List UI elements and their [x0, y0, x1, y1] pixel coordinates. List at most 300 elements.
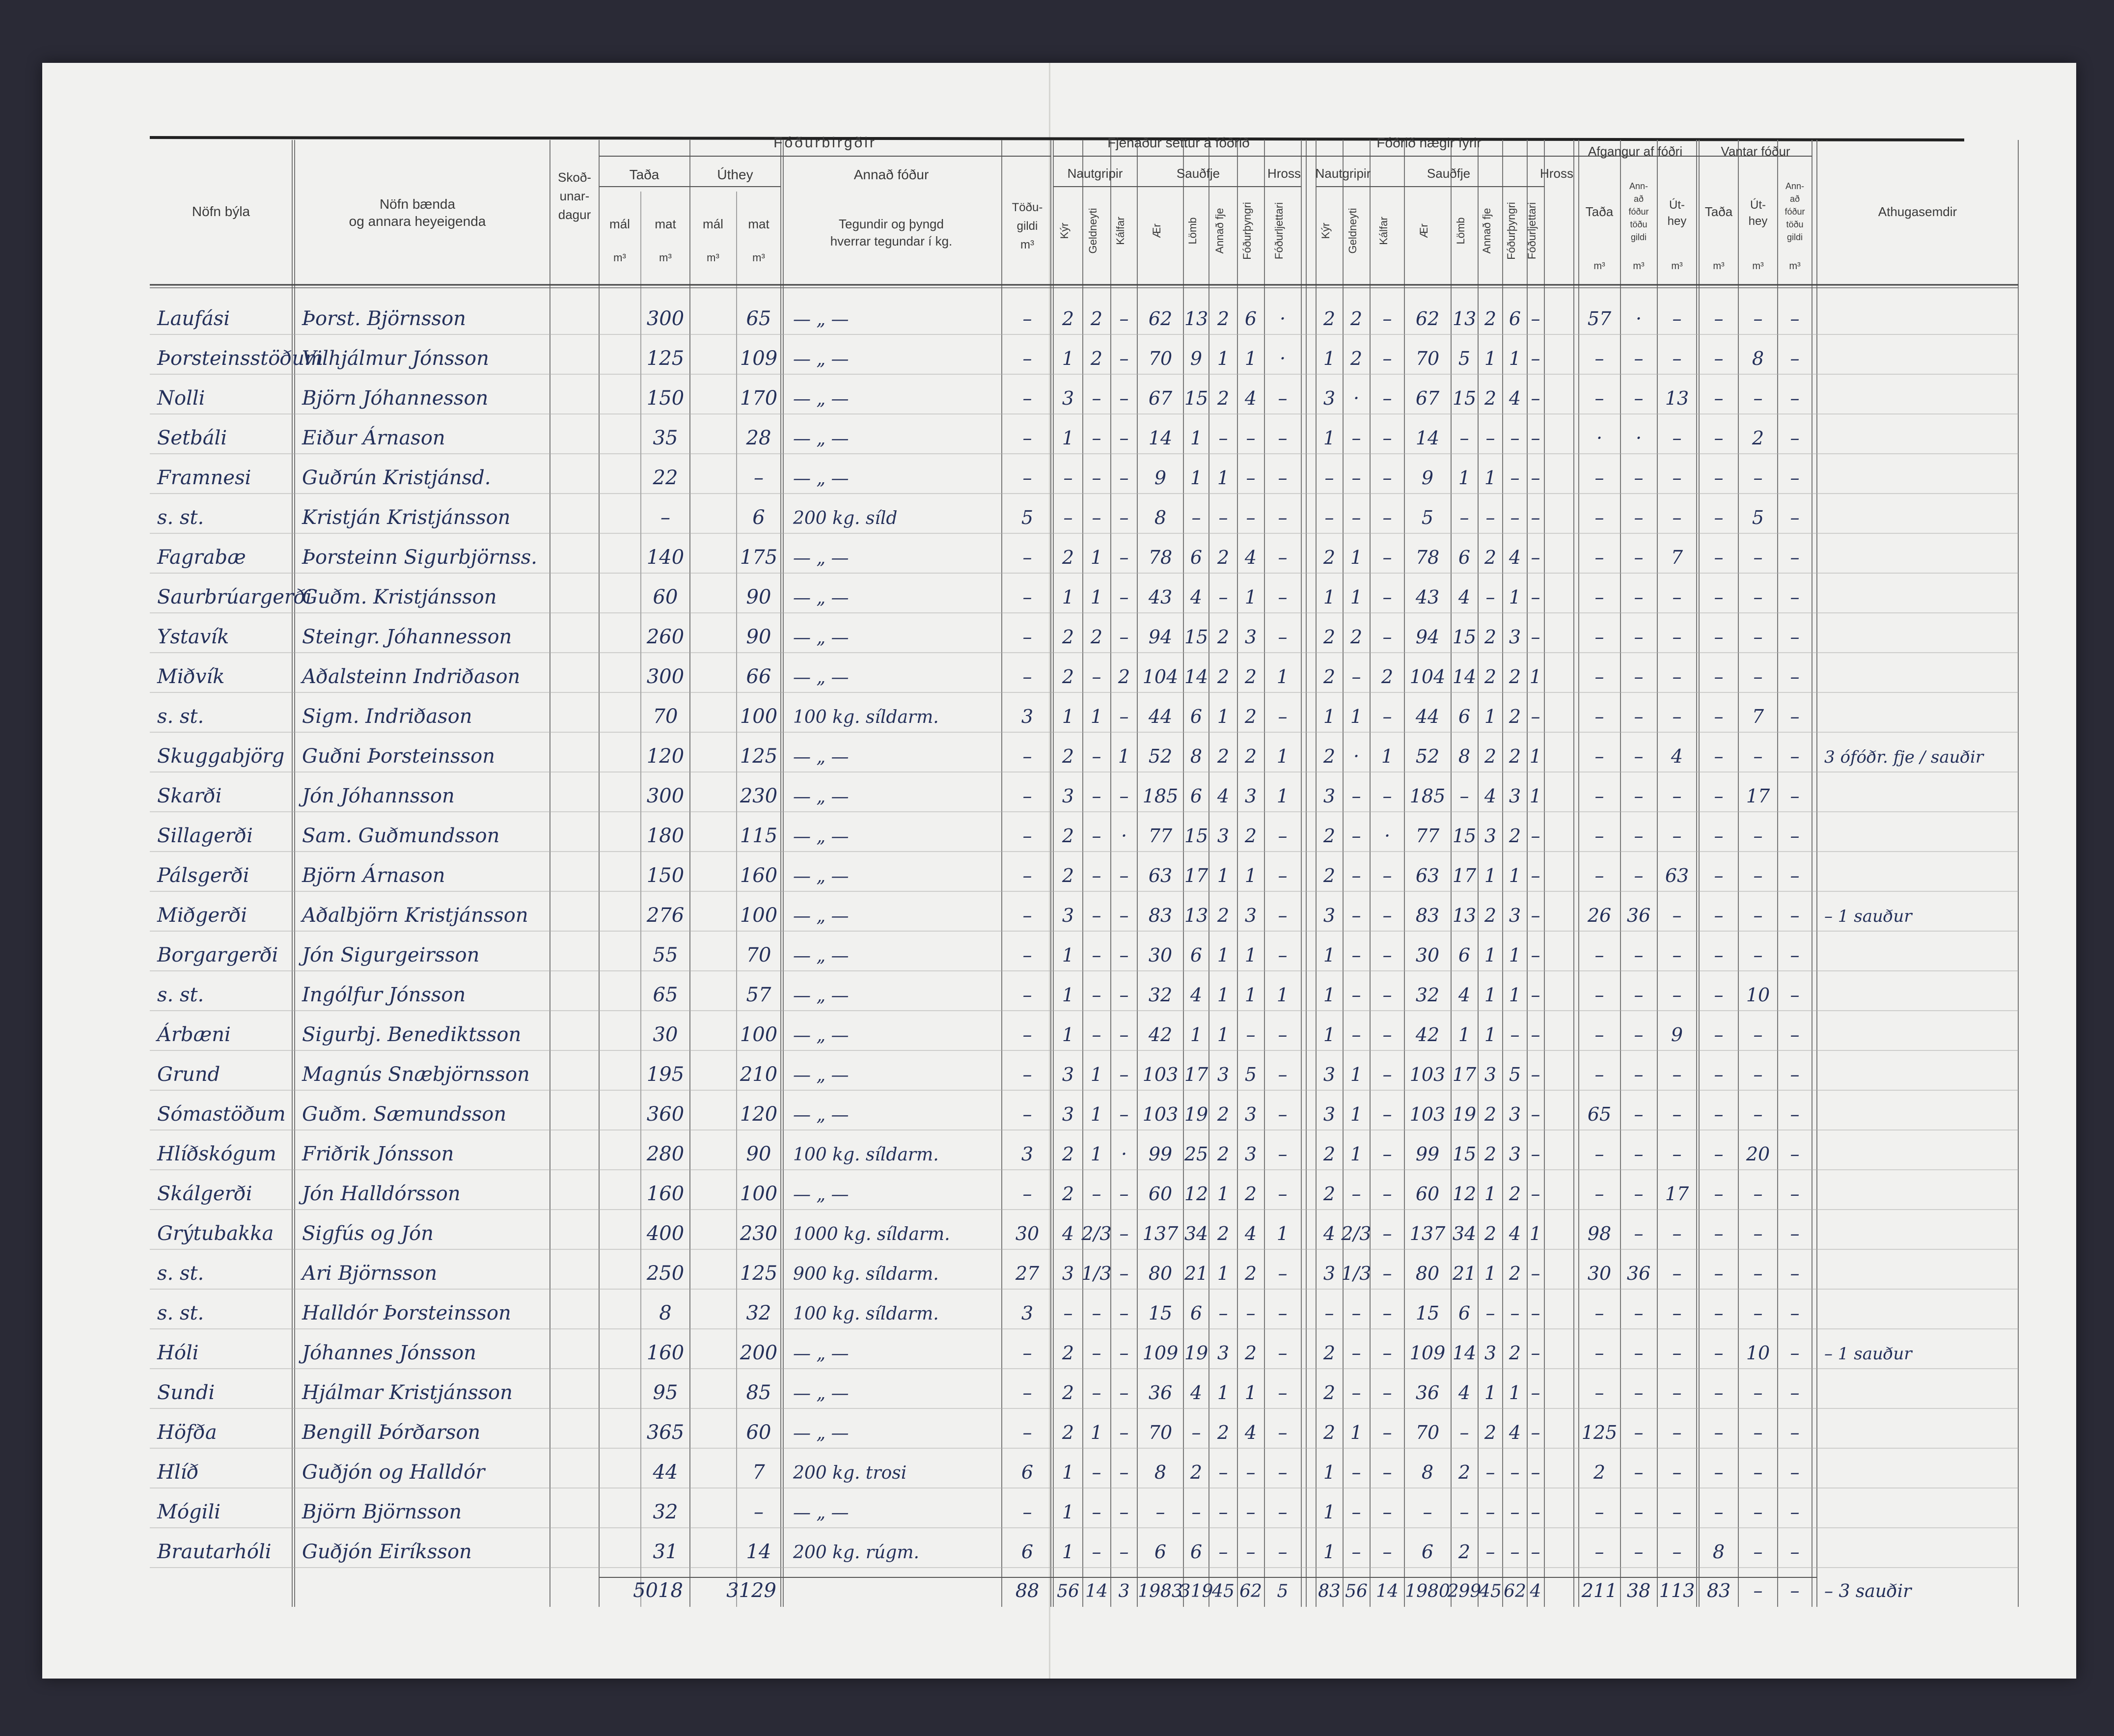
row-naegir-4: 14 [1452, 1342, 1477, 1364]
row-set-0: 2 [1062, 1183, 1074, 1205]
row-set-1: – [1092, 905, 1101, 926]
row-set-0: 1 [1062, 348, 1074, 369]
row-set-4: 34 [1184, 1223, 1208, 1244]
row-set-1: 1 [1090, 706, 1103, 727]
row-afg-2: – [1672, 1302, 1682, 1324]
row-todugildi: – [1022, 1422, 1032, 1443]
header-tada-mal-unit: m³ [613, 251, 626, 264]
row-set-5: 2 [1217, 905, 1230, 926]
row-tada: 8 [659, 1302, 672, 1324]
header-annad-desc: hverrar tegundar í kg. [830, 234, 953, 248]
row-set-3: 94 [1148, 626, 1173, 648]
row-naegir-3: 94 [1415, 626, 1440, 648]
row-set-0: 2 [1062, 1342, 1074, 1364]
row-naegir-2: 1 [1381, 745, 1394, 767]
row-set-4: 6 [1190, 547, 1203, 568]
row-annad: 900 kg. síldarm. [793, 1264, 939, 1284]
row-owner: Sigfús og Jón [302, 1222, 434, 1245]
row-afg-1: – [1634, 1461, 1644, 1483]
row-owner: Steingr. Jóhannesson [302, 626, 512, 648]
row-afg-0: – [1594, 944, 1604, 966]
row-vant-2: – [1790, 507, 1800, 528]
row-set-0: 2 [1062, 666, 1074, 688]
row-set-4: 14 [1184, 666, 1208, 688]
row-vant-2: – [1790, 586, 1800, 608]
row-vant-1: 20 [1746, 1143, 1770, 1165]
row-naegir-0: 1 [1323, 1541, 1336, 1563]
row-afg-1: – [1634, 666, 1644, 688]
row-uthey: 100 [740, 1183, 778, 1205]
row-naegir-1: – [1351, 467, 1361, 489]
row-farm: Hlíð [157, 1461, 199, 1484]
row-vant-0: – [1714, 825, 1724, 847]
row-set-0: 3 [1062, 387, 1074, 409]
row-set-5: 2 [1217, 1422, 1230, 1443]
row-naegir-1: 1 [1350, 706, 1363, 727]
row-naegir-1: – [1351, 865, 1361, 886]
row-set-6: 4 [1244, 547, 1257, 568]
row-set-4: 19 [1184, 1103, 1208, 1125]
row-set-0: 2 [1062, 825, 1074, 847]
row-naegir-2: – [1382, 984, 1392, 1006]
row-naegir-3: 185 [1409, 785, 1446, 807]
row-naegir-5: – [1485, 1461, 1495, 1483]
row-set-6: 6 [1244, 308, 1257, 330]
row-naegir-3: 103 [1409, 1103, 1446, 1125]
row-set-0: 2 [1062, 745, 1074, 767]
row-set-2: – [1119, 547, 1129, 568]
row-naegir-0: 1 [1323, 706, 1336, 727]
row-set-4: – [1191, 507, 1201, 528]
row-set-1: – [1092, 1461, 1101, 1483]
row-owner: Björn Árnason [302, 864, 445, 887]
total-vant-0: 83 [1706, 1580, 1731, 1601]
row-naegir-2: – [1382, 1024, 1392, 1046]
row-tada: 95 [653, 1381, 678, 1404]
row-naegir-6: 2 [1509, 706, 1521, 727]
row-set-7: – [1278, 387, 1288, 409]
row-vant-1: – [1753, 1541, 1763, 1563]
row-farm: Saurbrúargerði [157, 586, 312, 608]
row-annad: — „ — [793, 628, 849, 648]
row-vant-0: – [1714, 984, 1724, 1006]
row-todugildi: – [1022, 308, 1032, 330]
row-set-4: 1 [1190, 467, 1203, 489]
row-naegir-5: 3 [1484, 1342, 1497, 1364]
header-set-6: Fóðurþyngri [1241, 202, 1253, 260]
row-naegir-4: 1 [1458, 467, 1471, 489]
row-naegir-0: 2 [1323, 1422, 1336, 1443]
row-set-1: – [1092, 825, 1101, 847]
row-todugildi: 3 [1021, 1302, 1034, 1324]
row-todugildi: – [1022, 666, 1032, 688]
total-set-7: 5 [1277, 1581, 1289, 1601]
row-naegir-2: – [1382, 626, 1392, 648]
row-vant-0: – [1714, 706, 1724, 727]
row-set-1: – [1092, 865, 1101, 886]
row-set-5: 2 [1217, 626, 1230, 648]
row-vant-0: – [1714, 1302, 1724, 1324]
row-naegir-7: – [1531, 308, 1540, 330]
row-naegir-4: 6 [1458, 547, 1471, 568]
row-uthey: 175 [740, 546, 778, 569]
row-uthey: – [754, 1501, 764, 1523]
row-set-0: 2 [1062, 626, 1074, 648]
row-set-7: 1 [1276, 666, 1289, 688]
row-naegir-4: 5 [1458, 348, 1471, 369]
total-naegir-5: 45 [1479, 1581, 1502, 1601]
row-todugildi: – [1022, 825, 1032, 847]
row-annad: — „ — [793, 389, 849, 409]
row-naegir-6: 2 [1509, 745, 1521, 767]
row-set-4: 21 [1184, 1263, 1208, 1284]
row-set-5: 1 [1217, 706, 1230, 727]
row-set-7: – [1278, 1103, 1288, 1125]
row-set-1: 2/3 [1081, 1223, 1112, 1244]
row-set-1: – [1092, 984, 1101, 1006]
row-naegir-1: 2 [1350, 348, 1363, 369]
row-set-2: · [1121, 1143, 1127, 1165]
row-vant-1: – [1753, 1223, 1763, 1244]
row-afg-1: – [1634, 1103, 1644, 1125]
row-naegir-1: 1 [1350, 586, 1363, 608]
row-naegir-7: – [1531, 1302, 1540, 1324]
row-set-3: 104 [1142, 666, 1179, 688]
row-afg-2: – [1672, 1143, 1682, 1165]
row-naegir-1: 1/3 [1341, 1263, 1372, 1284]
row-afg-2: – [1672, 427, 1682, 449]
row-naegir-0: 2 [1323, 825, 1336, 847]
row-vant-1: – [1753, 865, 1763, 886]
row-afg-2: – [1672, 507, 1682, 528]
row-set-3: 103 [1142, 1103, 1179, 1125]
header-naegir-6: Fóðurþyngri [1505, 202, 1517, 260]
row-naegir-6: 1 [1509, 984, 1521, 1006]
row-farm: Skarði [157, 785, 222, 807]
row-set-2: – [1119, 1422, 1129, 1443]
row-afg-2: – [1672, 1422, 1682, 1443]
row-naegir-0: – [1324, 467, 1334, 489]
row-naegir-6: – [1510, 1541, 1520, 1563]
row-set-7: – [1278, 905, 1288, 926]
row-vant-2: – [1790, 387, 1800, 409]
row-naegir-6: 5 [1509, 1064, 1521, 1085]
row-afg-0: – [1594, 1382, 1604, 1404]
row-set-0: 2 [1062, 865, 1074, 886]
total-naegir-4: 299 [1447, 1581, 1482, 1601]
row-uthey: 100 [740, 1023, 778, 1046]
row-naegir-4: 15 [1452, 626, 1477, 648]
row-owner: Guðm. Sæmundsson [302, 1103, 507, 1126]
row-naegir-4: 4 [1458, 984, 1471, 1006]
row-annad: 1000 kg. síldarm. [793, 1224, 950, 1244]
row-vant-0: – [1714, 1263, 1724, 1284]
total-afg-0: 211 [1581, 1580, 1618, 1601]
row-annad: — „ — [793, 468, 849, 489]
row-naegir-5: 1 [1484, 984, 1497, 1006]
row-vant-2: – [1790, 308, 1800, 330]
row-owner: Hjálmar Kristjánsson [302, 1381, 513, 1404]
row-naegir-0: 2 [1323, 1143, 1336, 1165]
row-uthey: 200 [740, 1342, 778, 1364]
row-owner: Guðni Þorsteinsson [302, 745, 495, 768]
row-naegir-3: 43 [1415, 586, 1440, 608]
row-naegir-6: 3 [1509, 626, 1521, 648]
row-naegir-1: – [1351, 944, 1361, 966]
row-vant-0: – [1714, 666, 1724, 688]
row-naegir-1: – [1351, 1342, 1361, 1364]
row-afg-2: – [1672, 706, 1682, 727]
row-naegir-0: 2 [1323, 1342, 1336, 1364]
row-naegir-6: – [1510, 427, 1520, 449]
row-naegir-1: · [1353, 387, 1360, 409]
row-naegir-2: 2 [1381, 666, 1394, 688]
header-fodrid-naegir: Fóðrið nægir fyrir [1376, 135, 1482, 150]
row-set-6: 3 [1244, 626, 1257, 648]
row-set-2: – [1119, 1223, 1129, 1244]
row-todugildi: – [1022, 1024, 1032, 1046]
row-uthey: 230 [740, 1222, 778, 1245]
total-vant-1: – [1753, 1580, 1763, 1601]
row-naegir-0: 2 [1323, 745, 1336, 767]
row-set-3: 63 [1148, 865, 1173, 886]
row-afg-1: – [1634, 387, 1644, 409]
row-afg-0: – [1594, 1501, 1604, 1523]
row-set-3: 109 [1142, 1342, 1179, 1364]
row-afg-0: 57 [1587, 308, 1612, 330]
row-tada: – [660, 506, 670, 529]
row-afg-2: – [1672, 348, 1682, 369]
row-afg-2: – [1672, 944, 1682, 966]
row-set-2: – [1119, 1064, 1129, 1085]
row-set-6: – [1246, 467, 1256, 489]
row-set-6: 2 [1244, 666, 1257, 688]
header-vant-tada: Taða [1704, 204, 1733, 219]
row-set-6: 2 [1244, 825, 1257, 847]
row-naegir-3: 6 [1421, 1541, 1434, 1563]
total-todugildi: 88 [1015, 1580, 1040, 1601]
row-farm: Borgargerði [157, 944, 278, 966]
row-afg-1: – [1634, 1223, 1644, 1244]
row-todugildi: – [1022, 586, 1032, 608]
row-set-0: 3 [1062, 1263, 1074, 1284]
row-naegir-3: 8 [1421, 1461, 1434, 1483]
row-naegir-2: – [1382, 1461, 1392, 1483]
row-set-4: 15 [1184, 387, 1208, 409]
row-naegir-0: 2 [1323, 865, 1336, 886]
row-vant-0: – [1714, 547, 1724, 568]
row-vant-0: – [1714, 745, 1724, 767]
row-set-7: – [1278, 865, 1288, 886]
row-farm: Miðvík [157, 665, 225, 688]
row-naegir-5: 2 [1484, 905, 1497, 926]
row-naegir-2: – [1382, 865, 1392, 886]
row-naegir-4: 15 [1452, 387, 1477, 409]
row-vant-1: – [1753, 1501, 1763, 1523]
row-naegir-1: – [1351, 666, 1361, 688]
row-naegir-0: 2 [1323, 308, 1336, 330]
row-afg-1: – [1634, 1422, 1644, 1443]
row-naegir-3: 32 [1415, 984, 1440, 1006]
row-tada: 160 [646, 1342, 685, 1364]
total-vant-2: – [1790, 1580, 1800, 1601]
row-set-0: 1 [1062, 1461, 1074, 1483]
row-naegir-7: – [1531, 825, 1540, 847]
row-naegir-2: – [1382, 467, 1392, 489]
header-unit: m³ [1789, 261, 1801, 272]
row-vant-1: – [1753, 586, 1763, 608]
row-vant-1: – [1753, 1382, 1763, 1404]
row-vant-2: – [1790, 666, 1800, 688]
row-naegir-5: 2 [1484, 666, 1497, 688]
row-naegir-1: 1 [1350, 1064, 1363, 1085]
row-set-4: 13 [1184, 308, 1208, 330]
row-farm: Árbæni [157, 1023, 231, 1046]
row-set-3: 52 [1148, 745, 1173, 767]
row-annad: — „ — [793, 1423, 849, 1443]
row-todugildi: – [1022, 865, 1032, 886]
row-owner: Sigm. Indriðason [302, 705, 472, 728]
row-afg-2: – [1672, 1223, 1682, 1244]
row-set-5: 1 [1217, 1263, 1230, 1284]
row-afg-1: – [1634, 745, 1644, 767]
row-afg-1: – [1634, 547, 1644, 568]
row-set-5: 2 [1217, 308, 1230, 330]
row-naegir-1: 1 [1350, 547, 1363, 568]
row-set-3: 14 [1148, 427, 1173, 449]
row-set-4: 19 [1184, 1342, 1208, 1364]
row-todugildi: – [1022, 944, 1032, 966]
row-set-3: 8 [1154, 1461, 1167, 1483]
row-annad: — „ — [793, 1383, 849, 1404]
row-naegir-7: – [1531, 1422, 1540, 1443]
row-set-5: 3 [1217, 825, 1230, 847]
row-todugildi: – [1022, 1064, 1032, 1085]
row-naegir-3: 70 [1415, 348, 1440, 369]
row-owner: Jóhannes Jónsson [302, 1342, 476, 1364]
row-vant-0: – [1714, 387, 1724, 409]
row-set-3: 83 [1148, 905, 1173, 926]
row-owner: Guðjón og Halldór [302, 1461, 485, 1484]
row-afg-0: 26 [1587, 905, 1612, 926]
row-set-0: 1 [1062, 427, 1074, 449]
row-naegir-4: 4 [1458, 586, 1471, 608]
header-vantar: Vantar fóður [1721, 144, 1790, 159]
header-afg-annad: Ann- [1629, 181, 1648, 191]
row-naegir-2: – [1382, 1103, 1392, 1125]
row-afg-0: 2 [1593, 1461, 1606, 1483]
row-uthey: 100 [740, 705, 778, 728]
row-naegir-5: 1 [1484, 348, 1497, 369]
row-afg-2: 17 [1665, 1183, 1689, 1205]
row-owner: Sam. Guðmundsson [302, 825, 500, 847]
row-set-2: – [1119, 865, 1129, 886]
row-vant-2: – [1790, 1223, 1800, 1244]
row-vant-2: – [1790, 1263, 1800, 1284]
row-uthey: 60 [746, 1421, 771, 1444]
header-farm-name: Nöfn býla [192, 204, 250, 219]
row-set-2: – [1119, 1342, 1129, 1364]
row-set-7: 1 [1276, 984, 1289, 1006]
row-naegir-2: – [1382, 507, 1392, 528]
row-set-3: 43 [1148, 586, 1173, 608]
row-set-2: – [1119, 308, 1129, 330]
row-set-5: – [1218, 1541, 1228, 1563]
row-naegir-5: 1 [1484, 944, 1497, 966]
row-farm: Grýtubakka [157, 1222, 274, 1245]
row-set-0: 3 [1062, 785, 1074, 807]
row-naegir-3: 109 [1409, 1342, 1446, 1364]
row-naegir-7: – [1531, 467, 1540, 489]
row-set-7: – [1278, 1501, 1288, 1523]
row-set-4: – [1191, 1501, 1201, 1523]
row-naegir-5: 2 [1484, 1422, 1497, 1443]
row-naegir-1: 1 [1350, 1422, 1363, 1443]
row-farm: Nolli [157, 387, 205, 410]
row-set-0: 3 [1062, 905, 1074, 926]
row-farm: s. st. [157, 506, 204, 529]
header-afg-annad: fóður [1628, 207, 1649, 217]
row-uthey: 170 [740, 387, 778, 410]
row-set-1: – [1092, 944, 1101, 966]
row-set-3: 36 [1148, 1382, 1173, 1404]
row-naegir-7: – [1531, 507, 1540, 528]
row-afg-2: – [1672, 1501, 1682, 1523]
row-afg-2: 63 [1665, 865, 1689, 886]
row-todugildi: 5 [1021, 507, 1034, 528]
row-naegir-6: 3 [1509, 905, 1521, 926]
row-set-5: 3 [1217, 1064, 1230, 1085]
row-set-4: 17 [1184, 1064, 1208, 1085]
row-set-7: – [1278, 1302, 1288, 1324]
total-set-1: 14 [1085, 1581, 1108, 1601]
row-set-0: 2 [1062, 1422, 1074, 1443]
row-vant-0: – [1714, 586, 1724, 608]
row-uthey: 115 [740, 825, 778, 847]
row-vant-0: – [1714, 467, 1724, 489]
row-naegir-0: 1 [1323, 1501, 1336, 1523]
row-naegir-4: 19 [1452, 1103, 1477, 1125]
row-todugildi: – [1022, 1183, 1032, 1205]
row-set-3: 78 [1148, 547, 1173, 568]
header-fodurbirgdir: Fóðurbirgðir [773, 135, 877, 151]
row-naegir-6: 3 [1509, 1103, 1521, 1125]
row-naegir-0: 1 [1323, 348, 1336, 369]
row-set-5: – [1218, 427, 1228, 449]
total-note: – 3 sauðir [1824, 1581, 1912, 1601]
row-afg-1: – [1634, 626, 1644, 648]
row-afg-2: – [1672, 785, 1682, 807]
row-set-4: 1 [1190, 427, 1203, 449]
row-set-4: 2 [1190, 1461, 1203, 1483]
row-vant-1: – [1753, 905, 1763, 926]
row-set-1: 2 [1090, 348, 1103, 369]
row-set-7: – [1278, 1461, 1288, 1483]
row-afg-0: – [1594, 1342, 1604, 1364]
row-naegir-0: – [1324, 507, 1334, 528]
row-vant-2: – [1790, 1103, 1800, 1125]
row-set-3: 99 [1148, 1143, 1173, 1165]
row-vant-0: – [1714, 785, 1724, 807]
row-vant-2: – [1790, 865, 1800, 886]
row-afg-0: – [1594, 1024, 1604, 1046]
row-set-6: 2 [1244, 745, 1257, 767]
header-tada-mal: mál [609, 217, 630, 231]
header-naegir-2: Kálfar [1377, 217, 1390, 245]
row-uthey: 210 [740, 1063, 778, 1086]
row-naegir-7: – [1531, 1501, 1540, 1523]
row-naegir-2: – [1382, 1382, 1392, 1404]
